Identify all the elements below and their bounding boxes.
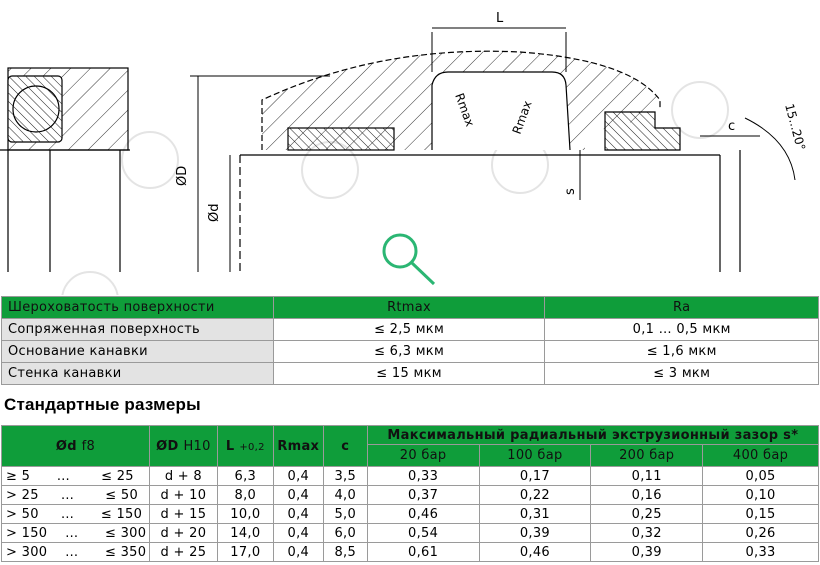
dim-c-label: c [728,119,736,134]
rmax-cell: 0,4 [273,467,323,486]
table-row [2,543,819,562]
gap-200-cell: 0,11 [591,467,703,486]
gap-200-cell: 0,39 [591,543,703,562]
roughness-surface: Стенка канавки [2,363,274,385]
roughness-surface: Основание канавки [2,341,274,363]
dim-L-label: L [496,11,504,26]
D-cell: d + 10 [149,486,217,505]
c-cell: 3,5 [323,467,367,486]
range-cell: ≥ 5 … ≤ 25 [2,467,150,486]
rmax-label-2: Rmax [509,98,535,137]
roughness-header-rtmax: Rtmax [273,297,545,319]
left-seal-section [8,68,128,272]
table-row [2,505,819,524]
D-cell: d + 20 [149,524,217,543]
D-cell: d + 25 [149,543,217,562]
roughness-ra: 0,1 … 0,5 мкм [545,319,819,341]
dim-D-label: ØD [175,165,190,186]
range-cell: > 150 … ≤ 300 [2,524,150,543]
roughness-rtmax: ≤ 6,3 мкм [273,341,545,363]
range-cell: > 50 … ≤ 150 [2,505,150,524]
gap-100-cell: 0,31 [479,505,591,524]
c-cell: 6,0 [323,524,367,543]
gap-20-cell: 0,37 [367,486,479,505]
table-row [2,467,819,486]
roughness-surface: Сопряженная поверхность [2,319,274,341]
L-cell: 8,0 [217,486,273,505]
gap-20-cell: 0,54 [367,524,479,543]
header-pressure-200: 200 бар [591,445,703,467]
gap-400-cell: 0,33 [703,543,819,562]
range-cell: > 300 … ≤ 350 [2,543,150,562]
table-row [2,319,819,341]
header-pressure-400: 400 бар [703,445,819,467]
header-d: Ød f8 [2,426,150,467]
roughness-header-surface: Шероховатость поверхности [2,297,274,319]
standard-sizes-table [1,425,819,562]
gap-200-cell: 0,16 [591,486,703,505]
table-row [2,486,819,505]
header-pressure-100: 100 бар [479,445,591,467]
L-cell: 10,0 [217,505,273,524]
roughness-ra: ≤ 3 мкм [545,363,819,385]
range-cell: > 25 … ≤ 50 [2,486,150,505]
gap-200-cell: 0,25 [591,505,703,524]
gap-200-cell: 0,32 [591,524,703,543]
L-cell: 6,3 [217,467,273,486]
gap-400-cell: 0,15 [703,505,819,524]
header-D: ØD H10 [149,426,217,467]
table-row [2,524,819,543]
D-cell: d + 8 [149,467,217,486]
header-L: L +0,2 [217,426,273,467]
rmax-cell: 0,4 [273,505,323,524]
gap-100-cell: 0,46 [479,543,591,562]
gap-100-cell: 0,39 [479,524,591,543]
header-c: c [323,426,367,467]
D-cell: d + 15 [149,505,217,524]
angle-label: 15...20° [782,102,809,153]
roughness-ra: ≤ 1,6 мкм [545,341,819,363]
L-cell: 14,0 [217,524,273,543]
rmax-label-1: Rmax [452,91,478,129]
table-row [2,341,819,363]
roughness-header-ra: Ra [545,297,819,319]
sizes-title: Стандартные размеры [4,395,201,414]
gap-20-cell: 0,61 [367,543,479,562]
dim-d-label: Ød [207,203,222,222]
c-cell: 5,0 [323,505,367,524]
dim-s-label: s [563,188,578,195]
rmax-cell: 0,4 [273,486,323,505]
magnifier-icon[interactable] [384,235,434,284]
gap-100-cell: 0,17 [479,467,591,486]
gap-400-cell: 0,05 [703,467,819,486]
table-row [2,363,819,385]
roughness-rtmax: ≤ 2,5 мкм [273,319,545,341]
roughness-table [1,296,819,385]
gap-100-cell: 0,22 [479,486,591,505]
roughness-rtmax: ≤ 15 мкм [273,363,545,385]
gap-20-cell: 0,46 [367,505,479,524]
rmax-cell: 0,4 [273,543,323,562]
header-gap: Максимальный радиальный экструзионный зазор s* [367,426,818,445]
L-cell: 17,0 [217,543,273,562]
header-pressure-20: 20 бар [367,445,479,467]
c-cell: 8,5 [323,543,367,562]
gap-400-cell: 0,26 [703,524,819,543]
c-cell: 4,0 [323,486,367,505]
gap-20-cell: 0,33 [367,467,479,486]
gap-400-cell: 0,10 [703,486,819,505]
rmax-cell: 0,4 [273,524,323,543]
header-rmax: Rmax [273,426,323,467]
